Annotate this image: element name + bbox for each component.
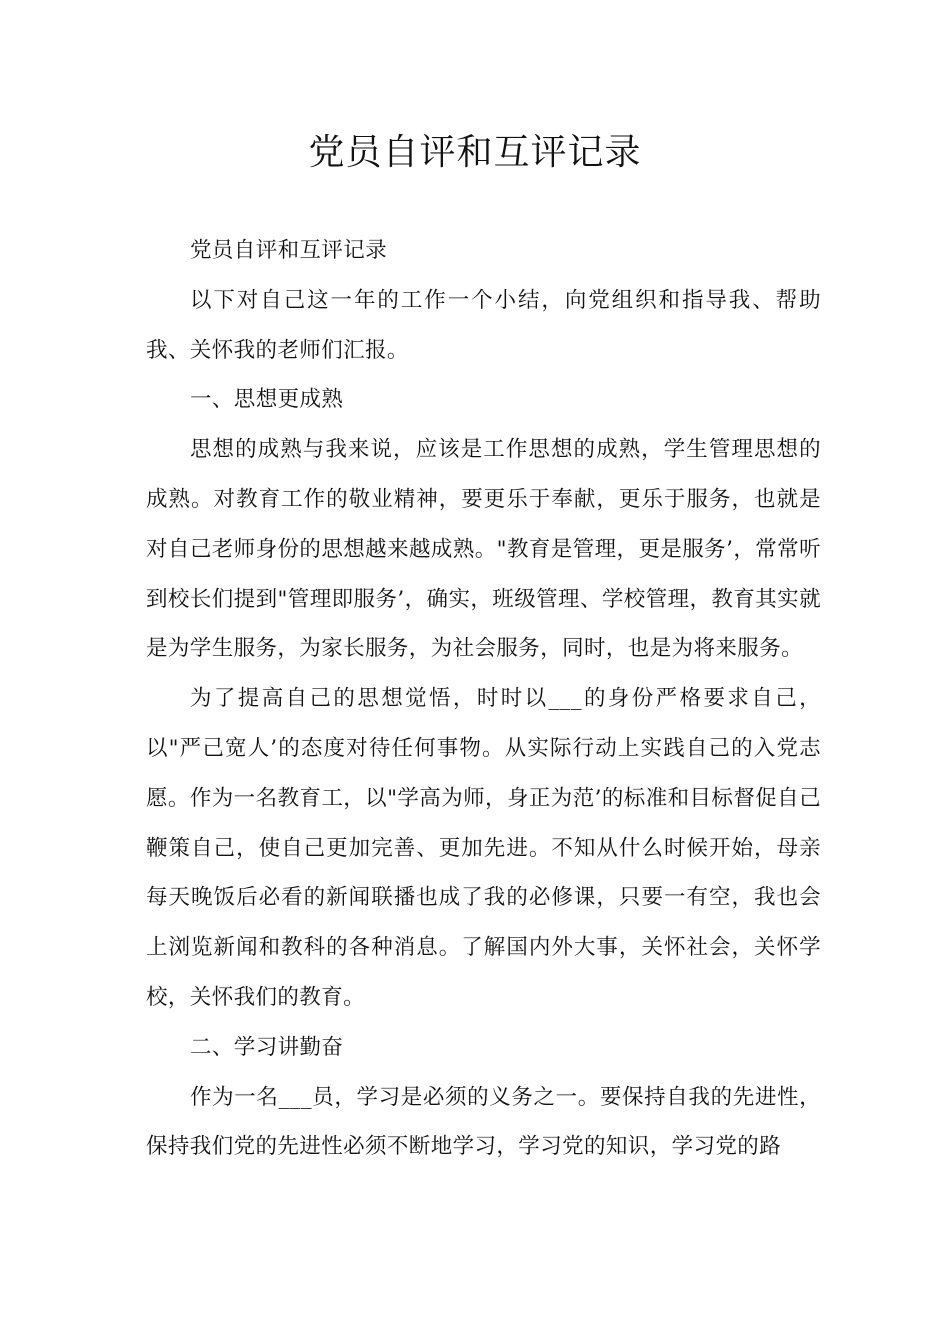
paragraph-study-1: 作为一名___员，学习是必须的义务之一。要保持自我的先进性，保持我们党的先进性必须不断地学习，学习党的知识，学习党的路	[146, 1084, 821, 1160]
document-title: 党员自评和互评记录	[308, 132, 642, 173]
paragraph-thought-2: 为了提高自己的思想觉悟，时时以___的身份严格要求自己，以"严己宽人’的态度对待任何事物。从实际行动上实践自己的入党志愿。作为一名教育工，以"学高为师，身正为范’的标准和目标督促自己鞭策自己，使自己更加完善、更加先进。不知从什么时候开始，母亲每天晚饭后必看的新闻联播也成了我的必修课，只要一有空，我也会上浏览新闻和教科的各种消息。了解国内外大事，关怀社会，关怀学校，关怀我们的教育。	[146, 686, 821, 1010]
section-heading-study: 二、学习讲勤奋	[190, 1034, 344, 1060]
paragraph-subtitle: 党员自评和互评记录	[190, 238, 388, 263]
paragraph-intro: 以下对自己这一年的工作一个小结，向党组织和指导我、帮助我、关怀我的老师们汇报。	[146, 287, 821, 363]
paragraph-thought-1: 思想的成熟与我来说，应该是工作思想的成熟，学生管理思想的成熟。对教育工作的敬业精神，要更乐于奉献，更乐于服务，也就是对自己老师身份的思想越来越成熟。"教育是管理，更是服务’，常常听到校长们提到"管理即服务’，确实，班级管理、学校管理，教育其实就是为学生服务，为家长服务，为社会服务，同时，也是为将来服务。	[146, 437, 821, 662]
section-heading-thought: 一、思想更成熟	[190, 387, 344, 413]
document-body	[146, 226, 821, 1172]
